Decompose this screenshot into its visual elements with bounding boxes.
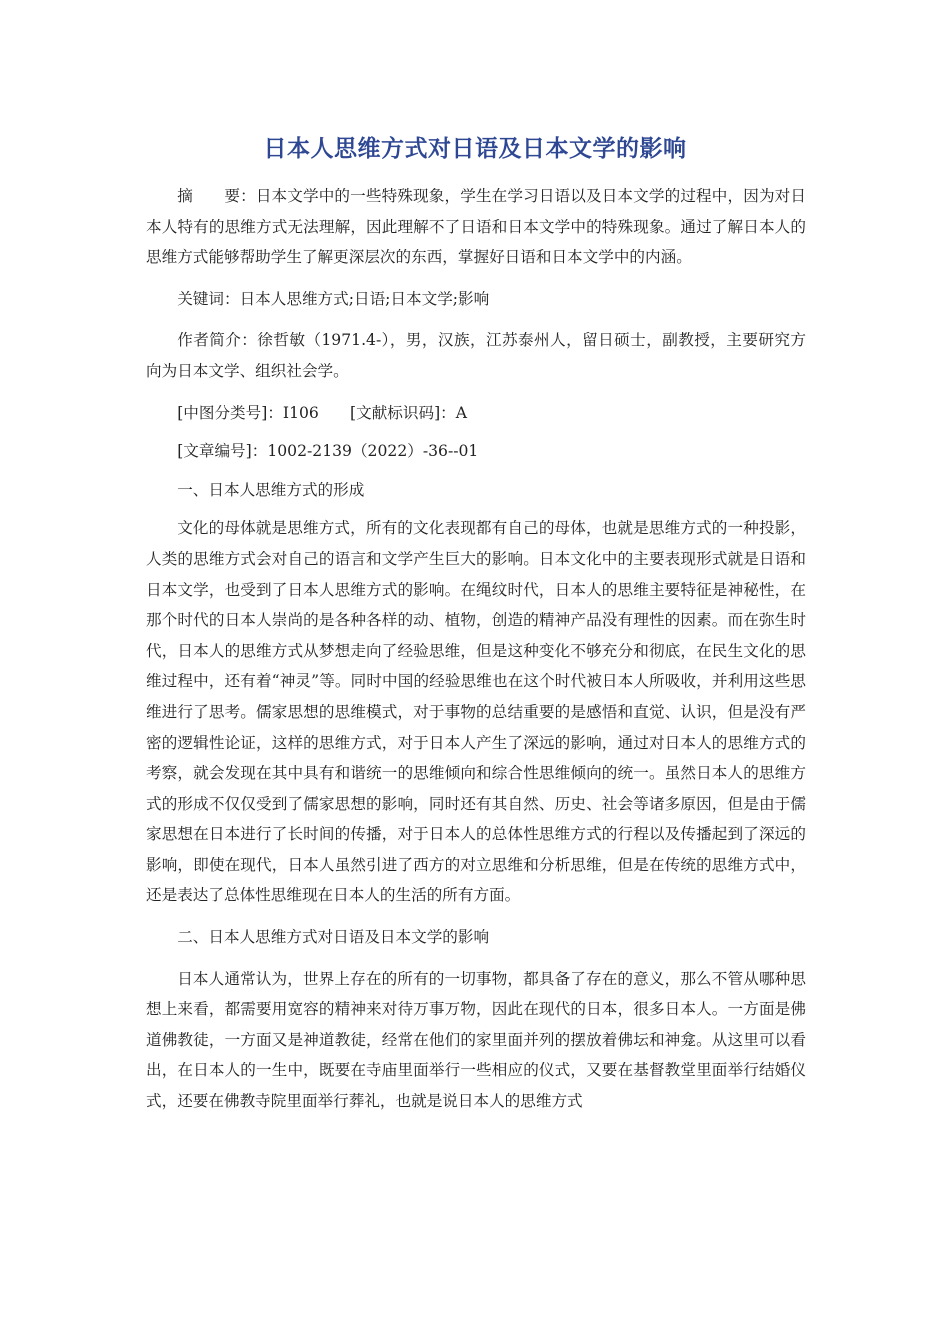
section-1-paragraph: 文化的母体就是思维方式，所有的文化表现都有自己的母体，也就是思维方式的一种投影，人类的思维方式会对自己的语言和文学产生巨大的影响。日本文化中的主要表现形式就是日语和日本文学，也受到了日本人思维方式的影响。在绳纹时代，日本人的思维主要特征是神秘性，在那个时代的日本人崇尚的是各种各样的动、植物，创造的精神产品没有理性的因素。而在弥生时代，日本人的思维方式从梦想走向了经验思维，但是这种变化不够充分和彻底，在民生文化的思维过程中，还有着“神灵”等。同时中国的经验思维也在这个时代被日本人所吸收，并利用这些思维进行了思考。儒家思想的思维模式，对于事物的总结重要的是感悟和直觉、认识，但是没有严密的逻辑性论证，这样的思维方式，对于日本人产生了深远的影响，通过对日本人的思维方式的考察，就会发现在其中具有和谐统一的思维倾向和综合性思维倾向的统一。虽然日本人的思维方式的形成不仅仅受到了儒家思想的影响，同时还有其自然、历史、社会等诸多原因，但是由于儒家思想在日本进行了长时间的传播，对于日本人的总体性思维方式的行程以及传播起到了深远的影响，即使在现代，日本人虽然引进了西方的对立思维和分析思维，但是在传统的思维方式中，还是表达了总体性思维现在日本人的生活的所有方面。 — [146, 519, 806, 905]
classification-code: [中图分类号]：I106 [文献标识码]：A — [177, 403, 468, 422]
section-heading-1: 一、日本人思维方式的形成 — [177, 480, 365, 499]
article-number: [文章编号]：1002-2139（2022）-36--01 — [177, 442, 479, 461]
abstract-paragraph — [146, 181, 806, 273]
section-2-paragraph: 日本人通常认为，世界上存在的所有的一切事物，都具备了存在的意义，那么不管从哪种思想上来看，都需要用宽容的精神来对待万事万物，因此在现代的日本，很多日本人。一方面是佛道佛教徒，一方面又是神道教徒，经常在他们的家里面并列的摆放着佛坛和神龛。从这里可以看出，在日本人的一生中，既要在寺庙里面举行一些相应的仪式，又要在基督教堂里面举行结婚仪式，还要在佛教寺院里面举行葬礼，也就是说日本人的思维方式 — [146, 969, 806, 1111]
article-body — [146, 181, 806, 1117]
article-title: 日本人思维方式对日语及日本文学的影响 — [263, 136, 687, 162]
abstract-text: 日本文学中的一些特殊现象，学生在学习日语以及日本文学的过程中，因为对日本人特有的思维方式无法理解，因此理解不了日语和日本文学中的特殊现象。通过了解日本人的思维方式能够帮助学生了解更深层次的东西，掌握好日语和日本文学中的内涵。 — [146, 187, 806, 267]
section-heading-2: 二、日本人思维方式对日语及日本文学的影响 — [177, 928, 490, 947]
abstract-label: 摘 要： — [177, 187, 256, 205]
author-info: 作者简介：徐哲敏（1971.4-），男，汉族，江苏泰州人，留日硕士，副教授，主要研究方向为日本文学、组织社会学。 — [146, 331, 806, 380]
keywords: 关键词：日本人思维方式;日语;日本文学;影响 — [177, 289, 490, 308]
